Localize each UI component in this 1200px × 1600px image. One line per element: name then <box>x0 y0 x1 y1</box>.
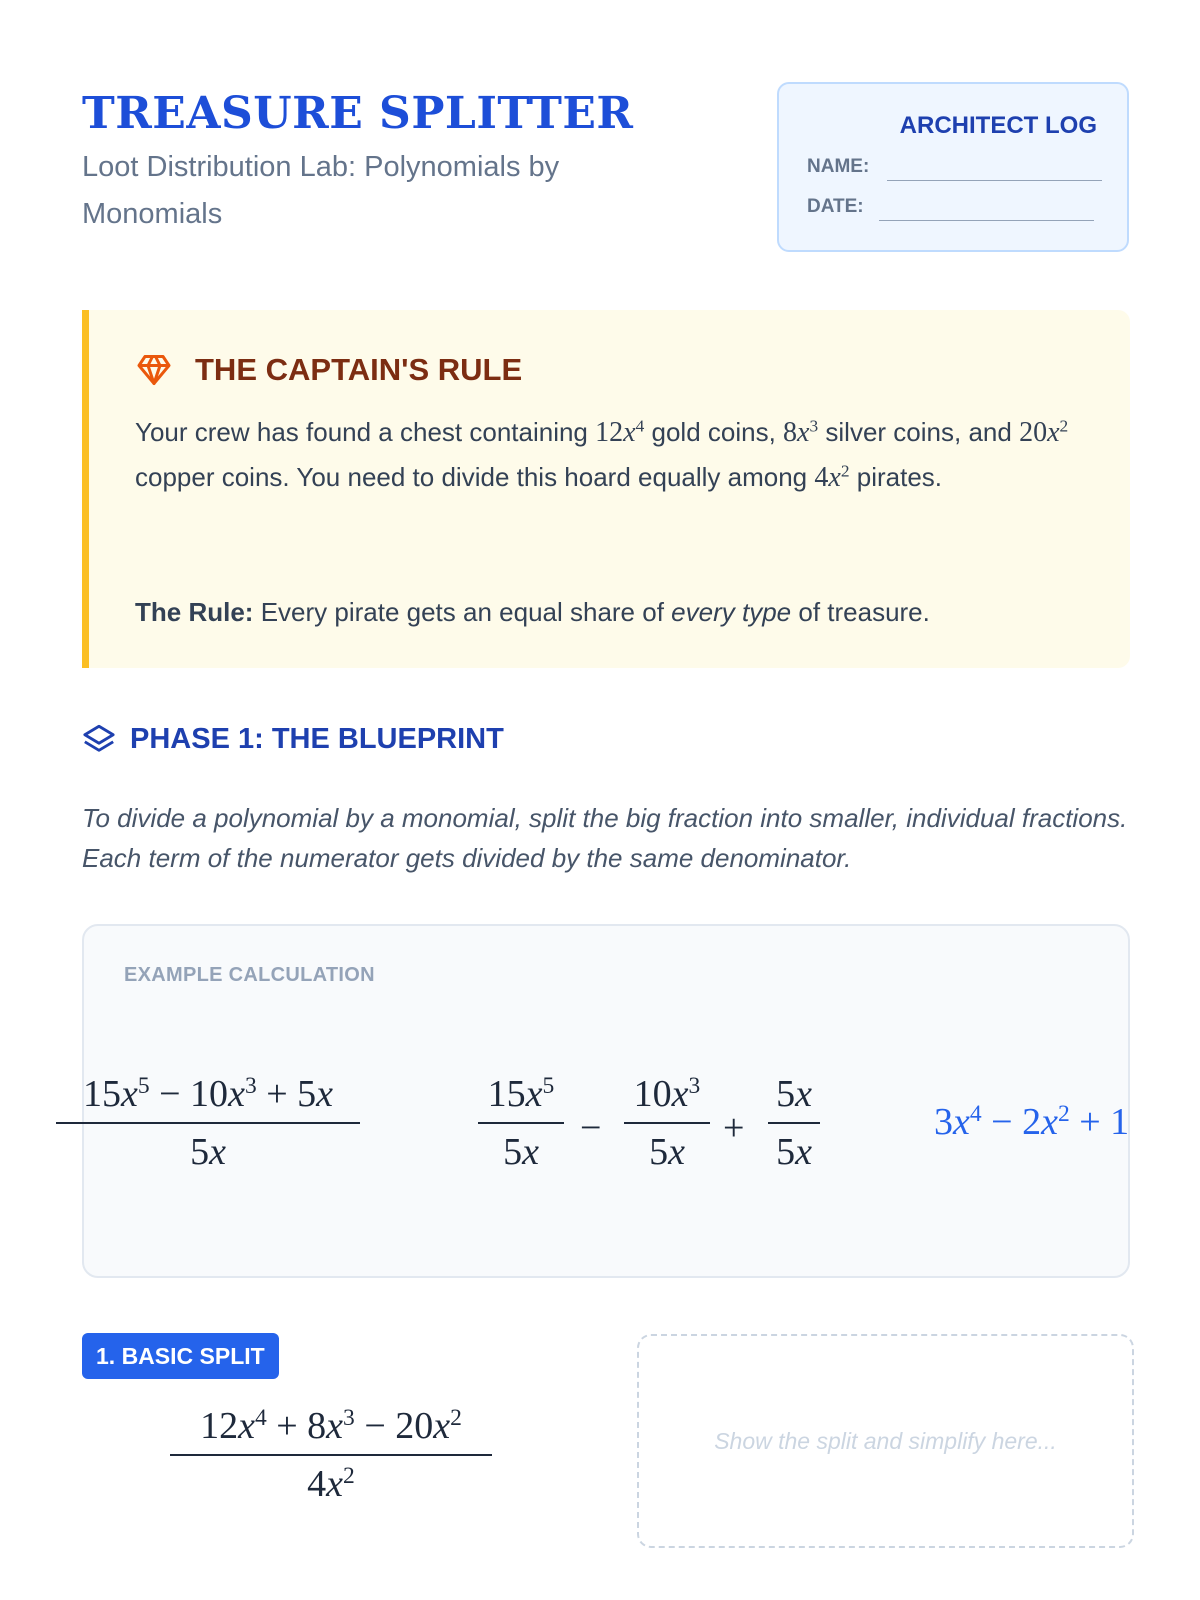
example-original-numerator: $15x^5 - 10x^3 + 5x$ <box>56 1074 360 1124</box>
problem1-numerator: $12x^4 + 8x^3 - 20x^2$ <box>170 1406 492 1456</box>
split-term-3-denominator: 5x <box>776 1131 812 1173</box>
captains-rule-title: THE CAPTAIN'S RULE <box>195 352 523 387</box>
captains-rule-statement <box>135 590 1095 634</box>
split-term-2-denominator: 5x <box>649 1131 685 1173</box>
copper-amount: $20x^2$ <box>1019 416 1069 448</box>
phase1-title: PHASE 1: THE BLUEPRINT <box>130 722 504 755</box>
example-original-denominator: 5x <box>190 1131 226 1173</box>
example-label: EXAMPLE CALCULATION <box>124 964 375 986</box>
split-term-1-numerator: $15x^5$ <box>478 1074 564 1124</box>
phase1-heading <box>82 722 504 756</box>
silver-amount: $8x^3$ <box>783 416 819 448</box>
problem1-denominator: $4x^2$ <box>307 1463 355 1505</box>
rule-text-1: Every pirate gets an equal share of <box>260 597 664 627</box>
story-text-3: silver coins, and <box>825 417 1012 447</box>
pirate-count: $4x^2$ <box>814 461 850 493</box>
captains-rule-callout <box>82 310 1130 668</box>
example-operator-minus: − <box>580 1107 602 1149</box>
story-text-4: copper coins. You need to divide this hoard equally among <box>135 462 808 492</box>
split-term-3-numerator: 5x <box>768 1074 820 1124</box>
split-term-2-numerator: $10x^3$ <box>624 1074 710 1124</box>
rule-label: The Rule: <box>135 597 254 627</box>
architect-log-card <box>777 82 1129 252</box>
date-row <box>807 196 864 218</box>
date-field[interactable] <box>879 220 1094 221</box>
captains-rule-heading <box>135 352 522 388</box>
example-split-term-1 <box>478 1074 564 1172</box>
page-title: TREASURE SPLITTER <box>82 88 634 139</box>
story-text-2: gold coins, <box>651 417 776 447</box>
problem1-badge: 1. BASIC SPLIT <box>82 1333 279 1379</box>
problem1-fraction <box>170 1406 492 1504</box>
example-result: $3x^4 - 2x^2 + 1$ <box>934 1101 1130 1143</box>
example-split-term-3 <box>768 1074 820 1172</box>
story-text-5: pirates. <box>856 462 942 492</box>
gem-icon <box>135 352 173 388</box>
rule-emphasis: every type <box>671 597 792 627</box>
story-text-1: Your crew has found a chest containing <box>135 417 588 447</box>
example-original-fraction <box>56 1074 360 1172</box>
name-field[interactable] <box>887 180 1102 181</box>
split-term-1-denominator: 5x <box>503 1131 539 1173</box>
example-split-term-2 <box>624 1074 710 1172</box>
example-operator-plus: + <box>723 1107 745 1149</box>
page-subtitle: Loot Distribution Lab: Polynomials by Monomials <box>82 151 560 230</box>
gold-amount: $12x^4$ <box>595 416 645 448</box>
name-row <box>807 156 869 178</box>
captains-rule-story <box>135 410 1095 500</box>
architect-log-title: ARCHITECT LOG <box>899 112 1097 139</box>
answer-placeholder: Show the split and simplify here... <box>714 1427 1057 1454</box>
phase1-description: To divide a polynomial by a monomial, split the big fraction into smaller, individual fractions. Each term of the numerator gets divided by the same denominator. <box>82 803 1128 873</box>
problem1-answer-box[interactable] <box>637 1334 1134 1548</box>
date-label: DATE: <box>807 196 864 217</box>
layers-icon <box>82 722 116 756</box>
name-label: NAME: <box>807 156 870 177</box>
rule-text-2: of treasure. <box>798 597 930 627</box>
